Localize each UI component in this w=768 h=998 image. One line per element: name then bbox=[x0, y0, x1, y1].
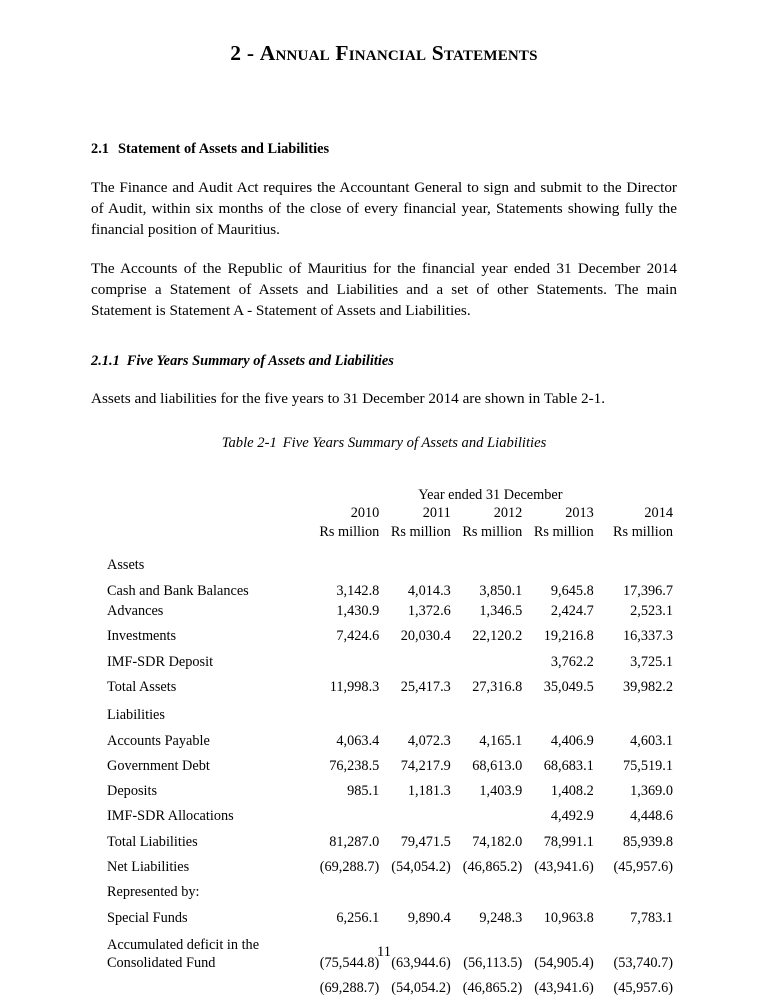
row-value: 3,142.8 bbox=[336, 582, 380, 599]
row-value bbox=[308, 806, 380, 826]
row-value: (54,905.4) bbox=[534, 954, 594, 971]
row-value bbox=[379, 652, 451, 672]
row-value: 75,519.1 bbox=[622, 757, 673, 774]
table-caption bbox=[91, 434, 677, 453]
row-value: (75,544.8) bbox=[319, 954, 380, 971]
table-row bbox=[107, 652, 673, 672]
row-value: 74,182.0 bbox=[472, 833, 523, 850]
table-row bbox=[107, 806, 673, 826]
table-row bbox=[107, 581, 673, 601]
section-heading bbox=[91, 140, 677, 159]
row-value: (45,957.6) bbox=[613, 858, 673, 875]
row-value: 25,417.3 bbox=[400, 678, 451, 695]
row-value: 7,424.6 bbox=[336, 628, 380, 645]
row-value: 1,369.0 bbox=[630, 783, 673, 800]
row-value: 4,014.3 bbox=[407, 582, 451, 599]
row-label-line2: Consolidated Fund bbox=[107, 955, 216, 972]
column-header-year-0: 2010 bbox=[350, 504, 380, 521]
row-value: (69,288.7) bbox=[319, 858, 380, 875]
row-value: 1,181.3 bbox=[407, 783, 451, 800]
row-label: Investments bbox=[107, 628, 177, 645]
table-row bbox=[107, 731, 673, 751]
page-title-text: Annual Financial Statements bbox=[259, 41, 538, 65]
row-value: 22,120.2 bbox=[472, 628, 523, 645]
row-value: 17,396.7 bbox=[622, 582, 673, 599]
table-corner-cell-2 bbox=[107, 504, 308, 523]
table-row bbox=[107, 756, 673, 776]
row-value: 11,998.3 bbox=[329, 678, 380, 695]
table-row-net bbox=[107, 857, 673, 877]
page-title bbox=[91, 42, 677, 66]
table-row bbox=[107, 626, 673, 646]
column-header-year-4: 2014 bbox=[644, 504, 673, 521]
subsection-heading bbox=[91, 352, 677, 371]
table-corner-cell bbox=[107, 487, 308, 504]
row-value: 78,991.1 bbox=[543, 833, 594, 850]
table-corner-cell-3 bbox=[107, 523, 308, 542]
section-title-assets: Assets bbox=[107, 557, 145, 574]
table-section-header-assets bbox=[107, 555, 673, 575]
subsection-heading-text: Five Years Summary of Assets and Liabilities bbox=[126, 353, 394, 370]
row-value: 20,030.4 bbox=[400, 628, 451, 645]
table-row-total bbox=[107, 677, 673, 697]
table-row bbox=[107, 601, 673, 621]
row-label: IMF-SDR Allocations bbox=[107, 808, 234, 825]
table-caption-label: Table 2-1 bbox=[221, 434, 277, 451]
row-value: 19,216.8 bbox=[543, 628, 594, 645]
row-label: IMF-SDR Deposit bbox=[107, 653, 214, 670]
table-span-header: Year ended 31 December bbox=[418, 486, 563, 503]
row-value: (43,941.6) bbox=[534, 858, 594, 875]
table-year-row bbox=[107, 504, 673, 523]
column-header-unit-0: Rs million bbox=[319, 524, 380, 541]
row-label: Advances bbox=[107, 603, 164, 620]
row-value: 1,430.9 bbox=[336, 603, 380, 620]
row-label: Net Liabilities bbox=[107, 858, 190, 875]
row-value: 74,217.9 bbox=[400, 757, 451, 774]
row-value bbox=[451, 652, 523, 672]
row-value: 1,346.5 bbox=[479, 603, 523, 620]
row-label: Total Assets bbox=[107, 678, 177, 695]
row-value: 2,424.7 bbox=[550, 603, 594, 620]
row-value: 3,850.1 bbox=[479, 582, 523, 599]
row-value: (46,865.2) bbox=[462, 858, 523, 875]
row-value bbox=[379, 806, 451, 826]
section-paragraph-2: The Accounts of the Republic of Mauritius for the financial year ended 31 December 2014 comprise a Statement of Assets and Liabilities and a set of other Statements. The main Statement is Statement A - Statement of Assets and Liabilities. bbox=[91, 260, 677, 320]
row-label: Deposits bbox=[107, 783, 158, 800]
table-section-header-liabilities bbox=[107, 705, 673, 725]
row-value: 2,523.1 bbox=[630, 603, 673, 620]
row-value: (54,054.2) bbox=[391, 858, 451, 875]
table-unit-row bbox=[107, 523, 673, 542]
row-value bbox=[451, 806, 523, 826]
section-heading-text: Statement of Assets and Liabilities bbox=[118, 140, 330, 157]
column-header-year-3: 2013 bbox=[565, 504, 594, 521]
table-row-special-funds bbox=[107, 908, 673, 928]
section-paragraph-1: The Finance and Audit Act requires the Accountant General to sign and submit to the Director of Audit, within six months of the close of every financial year, Statements showing fully the financial position of Mauritius. bbox=[91, 179, 677, 239]
row-value: 6,256.1 bbox=[336, 909, 380, 926]
row-value: (63,944.6) bbox=[391, 954, 451, 971]
row-label: Total Liabilities bbox=[107, 833, 198, 850]
row-value: 4,063.4 bbox=[336, 732, 380, 749]
row-value: 4,072.3 bbox=[407, 732, 451, 749]
table-body bbox=[107, 542, 673, 998]
row-value: 3,762.2 bbox=[550, 653, 594, 670]
row-value: 4,603.1 bbox=[630, 732, 673, 749]
row-value: (56,113.5) bbox=[463, 954, 523, 971]
row-value: 4,406.9 bbox=[550, 732, 594, 749]
row-value: 9,890.4 bbox=[407, 909, 451, 926]
table-section-header-represented-by bbox=[107, 882, 673, 902]
row-value: (46,865.2) bbox=[462, 980, 523, 997]
page-title-number: 2 - bbox=[230, 41, 260, 65]
table-row-represented-total bbox=[107, 978, 673, 998]
subsection-intro: Assets and liabilities for the five years to 31 December 2014 are shown in Table 2-1. bbox=[91, 389, 606, 407]
row-value: 79,471.5 bbox=[400, 833, 451, 850]
page-number: 11 bbox=[377, 944, 391, 960]
row-value: 4,492.9 bbox=[550, 808, 594, 825]
column-header-year-1: 2011 bbox=[422, 504, 451, 521]
page-content bbox=[91, 0, 677, 998]
subsection-number: 2.1.1 bbox=[91, 353, 120, 370]
row-value: (53,740.7) bbox=[613, 954, 673, 971]
row-value: 1,372.6 bbox=[407, 603, 451, 620]
row-value bbox=[308, 652, 380, 672]
row-label: Special Funds bbox=[107, 909, 188, 926]
column-header-unit-1: Rs million bbox=[390, 524, 451, 541]
row-value: (43,941.6) bbox=[534, 980, 594, 997]
section-title-liabilities: Liabilities bbox=[107, 707, 165, 724]
row-value: 81,287.0 bbox=[329, 833, 380, 850]
row-value: 85,939.8 bbox=[622, 833, 673, 850]
table-caption-text: Five Years Summary of Assets and Liabilities bbox=[282, 434, 547, 451]
row-label bbox=[107, 978, 308, 998]
column-header-year-2: 2012 bbox=[493, 504, 523, 521]
spacer-row bbox=[107, 928, 673, 936]
row-label: Government Debt bbox=[107, 757, 210, 774]
spacer-row bbox=[107, 542, 673, 555]
spacer-row bbox=[107, 697, 673, 705]
row-value: 10,963.8 bbox=[543, 909, 594, 926]
section-number: 2.1 bbox=[91, 140, 109, 157]
row-value: (69,288.7) bbox=[319, 980, 380, 997]
row-value: (54,054.2) bbox=[391, 980, 451, 997]
row-value: 16,337.3 bbox=[622, 628, 673, 645]
row-value: 35,049.5 bbox=[543, 678, 594, 695]
five-year-summary-table bbox=[107, 487, 673, 998]
row-label-line1: Accumulated deficit in the bbox=[107, 936, 260, 953]
row-value: 1,408.2 bbox=[550, 783, 594, 800]
column-header-unit-4: Rs million bbox=[613, 524, 673, 541]
table-span-header-row bbox=[107, 487, 673, 504]
row-value: 1,403.9 bbox=[479, 783, 523, 800]
row-value: 7,783.1 bbox=[630, 909, 673, 926]
table-head bbox=[107, 487, 673, 543]
section-title-represented-by: Represented by: bbox=[107, 884, 200, 901]
row-value: 3,725.1 bbox=[630, 653, 673, 670]
column-header-unit-2: Rs million bbox=[462, 524, 523, 541]
row-value: 68,683.1 bbox=[543, 757, 594, 774]
row-label: Cash and Bank Balances bbox=[107, 582, 249, 599]
row-value: 9,248.3 bbox=[479, 909, 523, 926]
row-value: 76,238.5 bbox=[329, 757, 380, 774]
row-value: 4,448.6 bbox=[630, 808, 673, 825]
row-value: 9,645.8 bbox=[550, 582, 594, 599]
row-value: 68,613.0 bbox=[472, 757, 523, 774]
row-value: 985.1 bbox=[347, 783, 380, 800]
table-row-total bbox=[107, 832, 673, 852]
row-value: 4,165.1 bbox=[479, 732, 523, 749]
row-value: 39,982.2 bbox=[622, 678, 673, 695]
table-row bbox=[107, 781, 673, 801]
row-value: (45,957.6) bbox=[613, 980, 673, 997]
row-label: Accounts Payable bbox=[107, 732, 210, 749]
column-header-unit-3: Rs million bbox=[533, 524, 594, 541]
row-value: 27,316.8 bbox=[472, 678, 523, 695]
